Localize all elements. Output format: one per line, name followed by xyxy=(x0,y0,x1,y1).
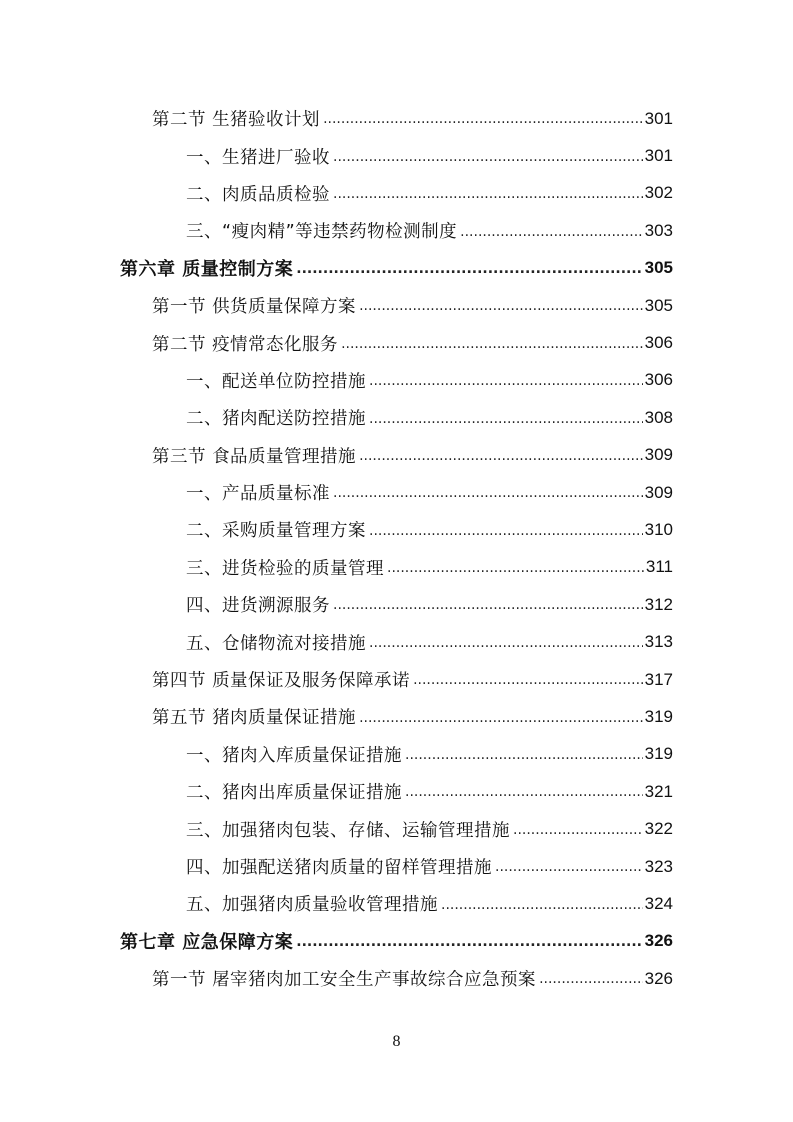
toc-entry-page: 301 xyxy=(644,146,673,166)
toc-entry[interactable] xyxy=(0,810,793,847)
toc-entry-title: 一、猪肉入库质量保证措施 xyxy=(186,745,402,766)
toc-entry[interactable] xyxy=(0,137,793,174)
toc-entry[interactable] xyxy=(0,586,793,623)
toc-entry-page: 326 xyxy=(644,968,673,988)
dot-leader xyxy=(333,186,643,212)
toc-entry-page: 301 xyxy=(644,108,673,128)
toc-entry-page: 326 xyxy=(644,931,673,951)
toc-entry[interactable] xyxy=(0,885,793,922)
toc-entry-title: 五、加强猪肉质量验收管理措施 xyxy=(186,895,438,916)
toc-entry-page: 322 xyxy=(644,819,673,839)
toc-entry[interactable] xyxy=(0,474,793,511)
toc-chapter-entry[interactable] xyxy=(0,250,793,287)
dot-leader xyxy=(359,298,643,324)
dot-leader xyxy=(296,261,642,287)
dot-leader xyxy=(405,747,643,773)
toc-entry-title: 第一节 供货质量保障方案 xyxy=(152,297,357,318)
toc-entry-page: 310 xyxy=(644,519,673,539)
dot-leader xyxy=(539,971,643,997)
toc-entry-title: 三、进货检验的质量管理 xyxy=(186,558,384,579)
toc-entry-title: 一、生猪进厂验收 xyxy=(186,147,330,168)
toc-entry-title: 第六章 质量控制方案 xyxy=(120,259,294,281)
toc-entry-page: 312 xyxy=(644,594,673,614)
toc-entry[interactable] xyxy=(0,511,793,548)
toc-entry-page: 319 xyxy=(644,706,673,726)
toc-entry-page: 306 xyxy=(644,333,673,353)
toc-entry[interactable] xyxy=(0,661,793,698)
page-number: 8 xyxy=(392,1033,401,1050)
dot-leader xyxy=(369,411,643,437)
toc-entry-title: 第二节 生猪验收计划 xyxy=(152,110,321,131)
dot-leader xyxy=(333,149,643,175)
toc-entry[interactable] xyxy=(0,399,793,436)
toc-entry[interactable] xyxy=(0,287,793,324)
toc-entry-title: 二、猪肉配送防控措施 xyxy=(186,409,366,430)
toc-entry-title: 四、进货溯源服务 xyxy=(186,596,330,617)
toc-entry[interactable] xyxy=(0,100,793,137)
dot-leader xyxy=(369,635,643,661)
dot-leader xyxy=(323,111,643,137)
toc-entry[interactable] xyxy=(0,324,793,361)
toc-entry-title: 第一节 屠宰猪肉加工安全生产事故综合应急预案 xyxy=(152,970,537,991)
toc-entry-page: 309 xyxy=(644,445,673,465)
dot-leader xyxy=(441,897,643,923)
dot-leader xyxy=(359,448,643,474)
dot-leader xyxy=(333,597,643,623)
toc-entry-title: 第五节 猪肉质量保证措施 xyxy=(152,708,357,729)
dot-leader xyxy=(413,672,643,698)
toc-entry[interactable] xyxy=(0,960,793,997)
toc-entry-title: 五、仓储物流对接措施 xyxy=(186,633,366,654)
dot-leader xyxy=(341,336,643,362)
toc-chapter-entry[interactable] xyxy=(0,923,793,960)
dot-leader xyxy=(333,485,643,511)
toc-entry[interactable] xyxy=(0,437,793,474)
toc-entry[interactable] xyxy=(0,623,793,660)
dot-leader xyxy=(369,373,643,399)
toc-entry-page: 308 xyxy=(644,407,673,427)
dot-leader xyxy=(387,560,644,586)
toc-entry-title: 四、加强配送猪肉质量的留样管理措施 xyxy=(186,858,492,878)
toc-entry-page: 324 xyxy=(644,893,673,913)
dot-leader xyxy=(405,784,643,810)
toc-entry[interactable] xyxy=(0,848,793,885)
toc-entry-page: 305 xyxy=(644,258,673,278)
toc-entry[interactable] xyxy=(0,175,793,212)
toc-entry[interactable] xyxy=(0,549,793,586)
toc-entry-page: 323 xyxy=(644,856,673,876)
toc-entry-page: 306 xyxy=(644,370,673,390)
toc-entry-page: 317 xyxy=(644,669,673,689)
toc-entry[interactable] xyxy=(0,773,793,810)
toc-entry[interactable] xyxy=(0,736,793,773)
toc-entry-page: 313 xyxy=(644,632,673,652)
toc-entry-page: 319 xyxy=(644,744,673,764)
toc-entry-page: 309 xyxy=(644,482,673,502)
dot-leader xyxy=(460,224,642,250)
dot-leader xyxy=(296,934,642,960)
dot-leader xyxy=(359,710,643,736)
toc-entry-title: 三、“瘦肉精”等违禁药物检测制度 xyxy=(186,222,458,243)
toc-entry-title: 第三节 食品质量管理措施 xyxy=(152,446,357,467)
dot-leader xyxy=(495,859,643,885)
toc-entry-page: 321 xyxy=(644,781,673,801)
toc-entry-title: 二、猪肉出库质量保证措施 xyxy=(186,783,402,804)
toc-entry[interactable] xyxy=(0,698,793,735)
toc-entry-page: 302 xyxy=(644,183,673,203)
toc-entry[interactable] xyxy=(0,212,793,249)
toc-entry-page: 305 xyxy=(644,295,673,315)
dot-leader xyxy=(369,523,643,549)
dot-leader xyxy=(513,822,643,848)
toc-entry-title: 第四节 质量保证及服务保障承诺 xyxy=(152,671,411,692)
toc-entry-title: 三、加强猪肉包装、存储、运输管理措施 xyxy=(186,820,510,841)
toc-entry-page: 303 xyxy=(644,220,673,240)
toc-entry-title: 第二节 疫情常态化服务 xyxy=(152,334,339,355)
toc-entry-title: 第七章 应急保障方案 xyxy=(120,932,294,954)
toc-entry-page: 311 xyxy=(645,557,673,577)
table-of-contents xyxy=(0,100,793,997)
toc-entry[interactable] xyxy=(0,362,793,399)
toc-entry-title: 一、产品质量标准 xyxy=(186,484,330,505)
toc-entry-title: 一、配送单位防控措施 xyxy=(186,371,366,392)
toc-entry-title: 二、采购质量管理方案 xyxy=(186,521,366,542)
toc-entry-title: 二、肉质品质检验 xyxy=(186,184,330,205)
